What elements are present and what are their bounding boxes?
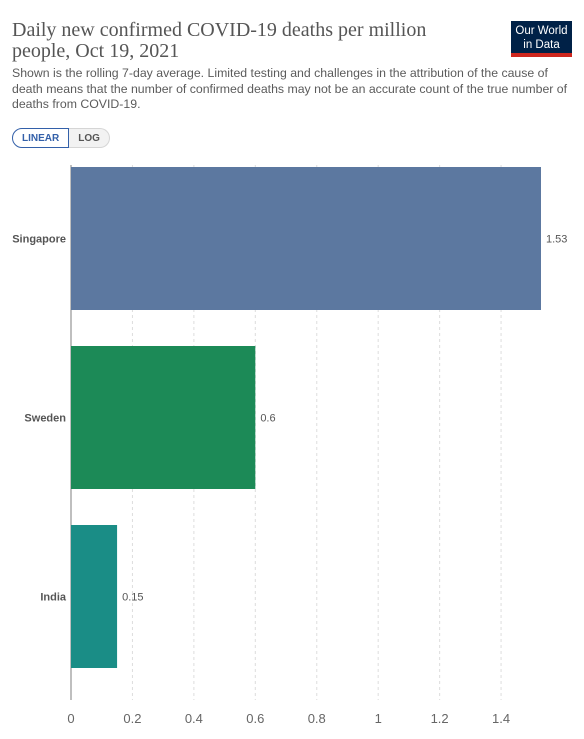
x-tick-label: 0.6 — [246, 711, 265, 726]
linear-scale-button[interactable]: LINEAR — [12, 128, 69, 148]
x-tick-label: 1.2 — [430, 711, 449, 726]
logo-line-2: in Data — [523, 38, 560, 51]
bar — [71, 525, 117, 668]
x-tick-label: 0.4 — [184, 711, 203, 726]
x-tick-label: 1 — [374, 711, 382, 726]
value-label: 0.15 — [122, 591, 144, 604]
x-tick-label: 1.4 — [492, 711, 511, 726]
chart-subtitle: Shown is the rolling 7-day average. Limited testing and challenges in the attribution of the cause of death means that the number of confirmed deaths may not be an accurate count of the true number of deaths from COVID-19. — [12, 66, 568, 111]
logo-line-1: Our World — [515, 25, 568, 37]
category-label: India — [40, 591, 66, 604]
bar — [71, 346, 255, 489]
x-tick-label: 0.8 — [307, 711, 326, 726]
x-tick-label: 0.2 — [123, 711, 142, 726]
bar — [71, 167, 541, 310]
value-label: 1.53 — [546, 233, 568, 246]
category-label: Singapore — [12, 233, 66, 246]
chart-title: Daily new confirmed COVID-19 deaths per million people, Oct 19, 2021 — [12, 19, 427, 62]
category-label: Sweden — [24, 412, 66, 425]
value-label: 0.6 — [260, 412, 276, 425]
log-scale-button[interactable]: LOG — [69, 128, 110, 148]
x-tick-label: 0 — [67, 711, 75, 726]
